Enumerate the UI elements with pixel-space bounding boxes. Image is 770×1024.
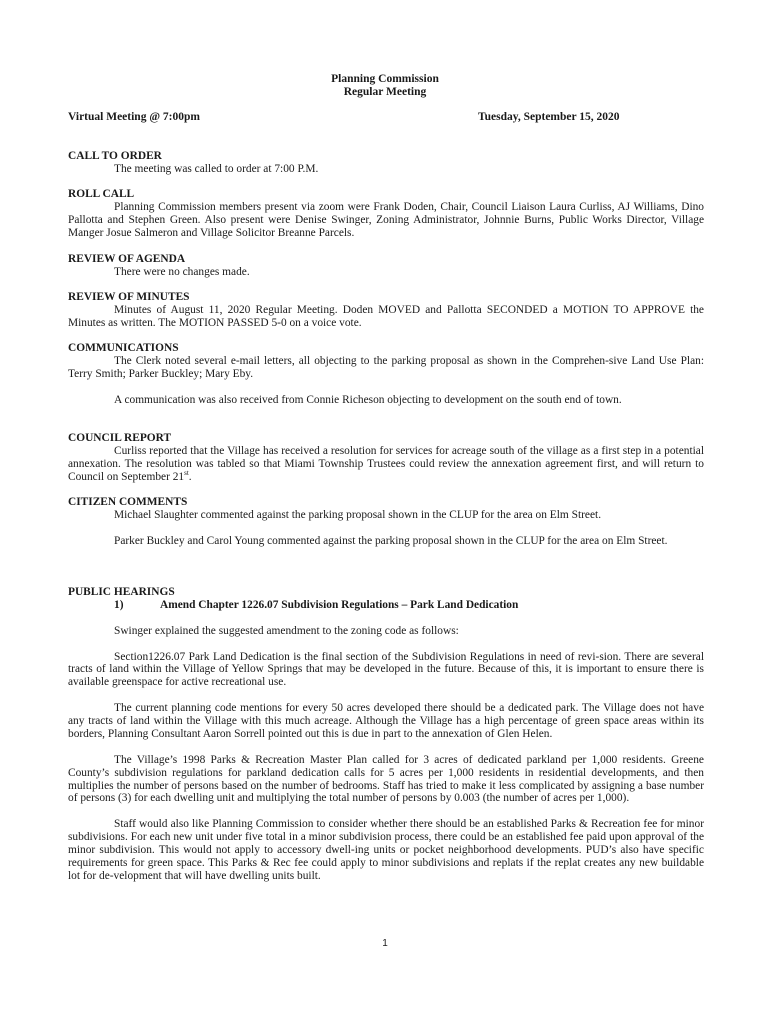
- council-report-sup: st: [184, 468, 189, 477]
- public-hearing-paragraph-5: Staff would also like Planning Commission to consider whether there should be an established Parks & Recreation fee for minor subdivisions. For each new unit under five total in a minor subdivision process, there could be an established fee paid upon approval of the minor subdivision. This would not apply to accessory dwell-ing units or pocket neighborhood developments. PUD’s also have specific requirements for green space. This Parks & Rec fee could apply to minor subdivisions and replats if the replat creates any new buildable lot for de-velopment that will have dwelling units built.: [68, 818, 704, 882]
- section-review-agenda: [68, 253, 704, 279]
- section-communications: [68, 342, 704, 407]
- public-hearing-paragraph-1: Swinger explained the suggested amendment to the zoning code as follows:: [114, 624, 459, 637]
- public-hearing-item-title: Amend Chapter 1226.07 Subdivision Regulations – Park Land Dedication: [160, 598, 519, 611]
- section-council-report: [68, 432, 704, 484]
- section-review-minutes: [68, 291, 704, 330]
- heading-public-hearings: PUBLIC HEARINGS: [68, 586, 175, 598]
- meeting-date: Tuesday, September 15, 2020: [478, 111, 620, 123]
- heading-review-minutes: REVIEW OF MINUTES: [68, 291, 190, 303]
- council-report-main: Curliss reported that the Village has received a resolution for services for acreage south of the village as a first step in a potential annexation. The resolution was tabled so that Miami Township Trustees could review the annexation agreement first, and will return to Council on September 21: [68, 444, 704, 483]
- heading-roll-call: ROLL CALL: [68, 188, 135, 200]
- review-agenda-text: There were no changes made.: [114, 265, 250, 278]
- roll-call-text: Planning Commission members present via zoom were Frank Doden, Chair, Council Liaison Laura Curliss, AJ Williams, Dino Pallotta and Stephen Green. Also present were Denise Swinger, Zoning Administrator, Johnnie Burns, Public Works Director, Village Manger Josue Salmeron and Village Solicitor Breanne Parcels.: [68, 200, 704, 239]
- call-to-order-text: The meeting was called to order at 7:00 P.M.: [114, 162, 319, 175]
- heading-call-to-order: CALL TO ORDER: [68, 150, 162, 162]
- review-minutes-text: Minutes of August 11, 2020 Regular Meeting. Doden MOVED and Pallotta SECONDED a MOTION TO APPROVE the Minutes as written. The MOTION PASSED 5-0 on a voice vote.: [68, 303, 704, 329]
- council-report-text: [68, 445, 704, 484]
- document-title: [0, 73, 770, 99]
- communications-text-2: A communication was also received from Connie Richeson objecting to development on the south end of town.: [114, 393, 622, 406]
- citizen-comments-text-2: Parker Buckley and Carol Young commented against the parking proposal shown in the CLUP for the area on Elm Street.: [114, 534, 668, 547]
- title-line-1: Planning Commission: [331, 73, 439, 85]
- council-report-end: .: [188, 470, 192, 483]
- heading-communications: COMMUNICATIONS: [68, 342, 179, 354]
- public-hearing-paragraph-3: The current planning code mentions for every 50 acres developed there should be a dedicated park. The Village does not have any tracts of land within the Village with this much acreage. Although the Village has a high percentage of green space areas within its borders, Planning Consultant Aaron Sorrell pointed out this is due in part to the annexation of Glen Helen.: [68, 702, 704, 740]
- heading-review-agenda: REVIEW OF AGENDA: [68, 253, 186, 265]
- communications-text-1: The Clerk noted several e-mail letters, all objecting to the parking proposal as shown in the Comprehen-sive Land Use Plan: Terry Smith; Parker Buckley; Mary Eby.: [68, 354, 704, 380]
- section-public-hearings: [68, 586, 704, 883]
- public-hearing-paragraph-4: The Village’s 1998 Parks & Recreation Master Plan called for 3 acres of dedicated parkland per 1,000 residents. Greene County’s subdivision regulations for parkland dedication calls for 5 acres per 1,000 residents in residential developments, and then multiplies the number of persons based on the number of bedrooms. Staff has tried to make it less complicated by assigning a base number of persons (3) for each dwelling unit and multiplying the total number of persons by 0.003 (the number of acres per 1,000).: [68, 753, 704, 805]
- heading-citizen-comments: CITIZEN COMMENTS: [68, 496, 188, 508]
- section-roll-call: [68, 188, 704, 240]
- heading-council-report: COUNCIL REPORT: [68, 432, 172, 444]
- public-hearing-item-number: 1): [114, 598, 124, 611]
- citizen-comments-text-1: Michael Slaughter commented against the parking proposal shown in the CLUP for the area on Elm Street.: [114, 508, 602, 521]
- section-call-to-order: [68, 150, 704, 176]
- page-number: 1: [382, 938, 388, 949]
- title-line-2: Regular Meeting: [343, 86, 427, 98]
- meeting-type: Virtual Meeting @ 7:00pm: [68, 111, 200, 123]
- public-hearing-item: [68, 599, 704, 612]
- section-citizen-comments: [68, 496, 704, 548]
- public-hearing-paragraph-2: Section1226.07 Park Land Dedication is the final section of the Subdivision Regulations in need of revi-sion. There are several tracts of land within the Village of Yellow Springs that may be developed in the future. Because of this, it is important to ensure there is available greenspace for active recreational use.: [68, 650, 704, 689]
